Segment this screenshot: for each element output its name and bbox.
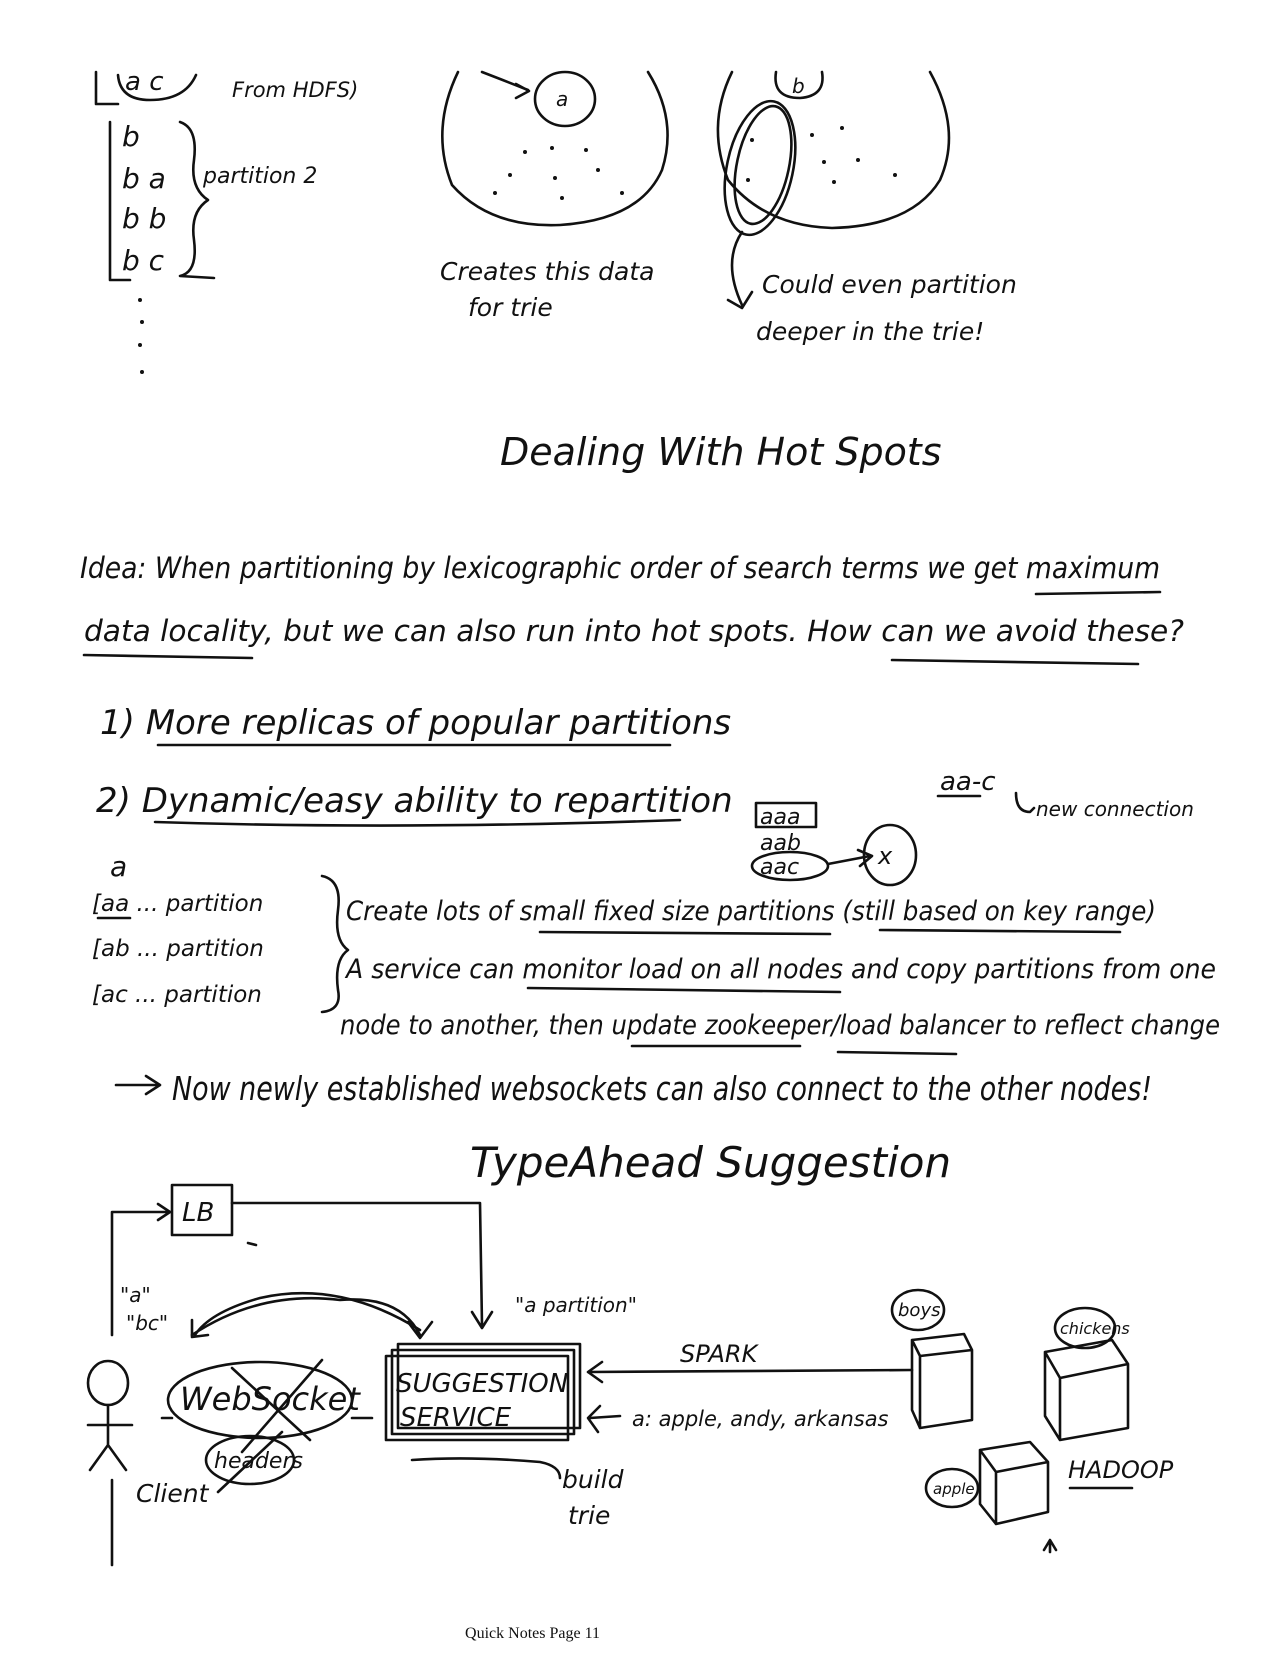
range-label: aa-c [940,767,996,797]
hadoop-cluster [892,1290,1174,1552]
small-partition-ab: [ab ... partition [92,936,264,962]
left-node: a [556,87,569,111]
partition-brace [180,122,214,278]
left-caption-1: Creates this data [440,257,655,286]
build-label: build [562,1465,624,1494]
client-key-a: "a" [120,1283,151,1307]
row-bc: b c [122,244,165,277]
partition-list [96,67,358,374]
conclusion-arrow [116,1076,160,1094]
trie-sketch-left [440,72,668,322]
new-connection-label: new connection [1036,797,1194,821]
desc-line-1: Create lots of small fixed size partitions (still based on key range) [346,896,1156,927]
trie-sketch-right [714,72,1017,346]
idea-line-1: Idea: When partitioning by lexicographic order of search terms we get maximum [80,551,1160,585]
spark-data: a: apple, andy, arkansas [632,1407,889,1431]
conclusion [116,1069,1152,1108]
point-2: 2) Dynamic/easy ability to repartition [96,781,733,821]
spark-pipeline [588,1340,912,1432]
partition-description [340,896,1220,1054]
service-line-2: SERVICE [400,1403,512,1433]
desc-line-2: A service can monitor load on all nodes and copy partitions from one [344,954,1216,985]
left-caption-2: for trie [468,293,553,322]
brace-label: partition 2 [203,164,318,189]
small-partition-ac: [ac ... partition [92,982,262,1008]
row-b: b [122,120,140,153]
hot-spot-strategies [96,703,733,826]
idea-line-2: data locality, but we can also run into hot spots. How can we avoid these? [84,614,1184,648]
typeahead-heading: TypeAhead Suggestion [470,1138,952,1187]
service-line-1: SUGGESTION [396,1369,569,1399]
node-x: x [878,842,893,870]
key-aab: aab [760,831,801,856]
a-partition-label: "a partition" [515,1293,637,1317]
row-ba: b a [122,162,166,195]
hot-spots-heading: Dealing With Hot Spots [500,430,942,474]
key-aaa: aaa [760,805,801,830]
conclusion-text: Now newly established websockets can also connect to the other nodes! [172,1069,1152,1108]
trie-label: trie [568,1501,611,1530]
file-apple: apple [933,1480,975,1498]
client-label: Client [136,1479,209,1508]
small-partition-brace [322,876,348,1012]
headers-label: headers [214,1449,303,1474]
right-caption-1: Could even partition [762,270,1017,299]
point-1: 1) More replicas of popular partitions [100,703,732,743]
page-footer: Quick Notes Page 11 [465,1625,600,1642]
right-node: b [792,74,805,98]
small-a: a [110,850,128,883]
file-chickens: chickens [1060,1319,1130,1338]
row-bb: b b [122,202,167,235]
client-key-bc: "bc" [126,1311,169,1335]
lb-label: LB [182,1198,215,1228]
repartition-sketch [752,767,1194,885]
small-partition-aa: [aa ... partition [92,891,264,917]
file-boys: boys [898,1300,941,1321]
websocket-label: WebSocket [180,1380,360,1418]
desc-line-3: node to another, then update zookeeper/load balancer to reflect change [340,1010,1220,1041]
idea-paragraph [80,551,1184,664]
top-fragment: a c [125,67,164,97]
top-note: From HDFS) [232,78,359,102]
deeper-arrow [728,232,752,308]
hadoop-label: HADOOP [1068,1456,1174,1484]
right-caption-2: deeper in the trie! [756,317,985,346]
spark-label: SPARK [680,1340,758,1368]
small-partitions [92,850,348,1012]
key-aac: aac [760,855,800,880]
load-balancer [112,1185,492,1335]
